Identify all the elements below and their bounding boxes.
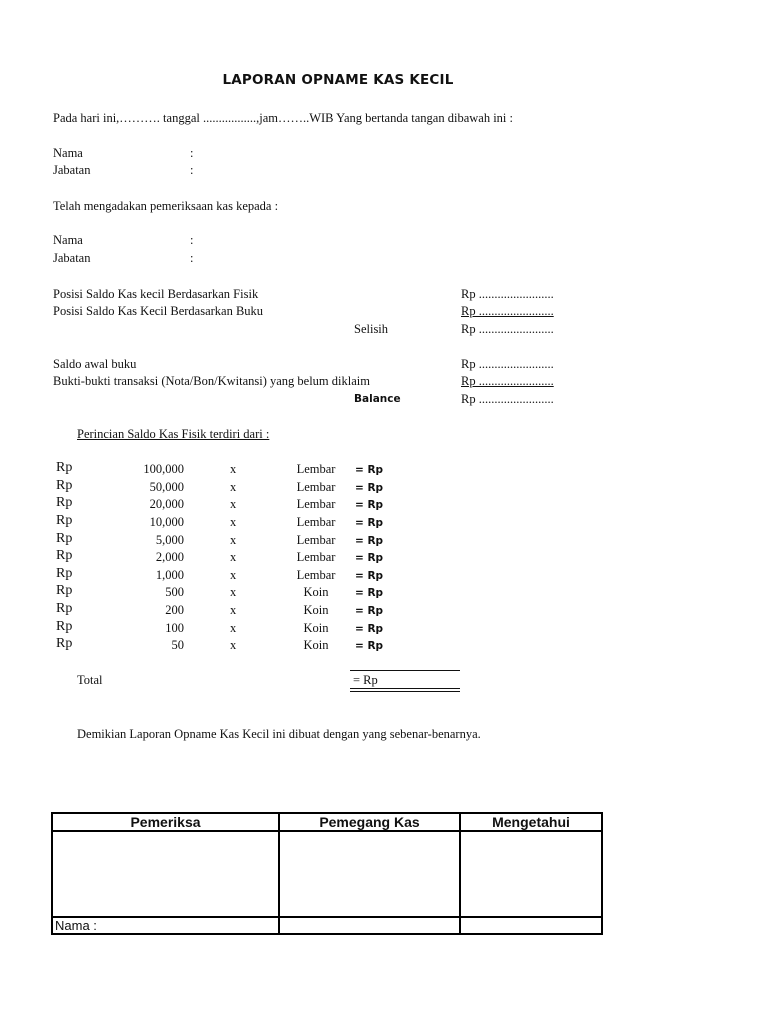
rincian-value: 50 (171, 638, 184, 652)
rincian-times: x (230, 462, 237, 476)
rincian-rp: Rp (56, 583, 73, 598)
rincian-unit: Koin (303, 638, 329, 652)
rincian-equals-rp: = Rp (355, 499, 384, 511)
rincian-unit: Koin (303, 585, 329, 599)
total-value: = Rp (353, 673, 378, 687)
rincian-rp: Rp (56, 619, 73, 634)
rincian-value: 20,000 (149, 497, 184, 511)
signature-header-pemegang-kas: Pemegang Kas (279, 813, 460, 831)
person2-nama-colon: : (190, 233, 194, 247)
rincian-equals-rp: = Rp (355, 482, 384, 494)
person1-nama-colon: : (190, 146, 194, 160)
signature-table (51, 812, 603, 935)
person2-jabatan-label: Jabatan (53, 251, 91, 265)
rincian-rp: Rp (56, 548, 73, 563)
rincian-unit: Lembar (296, 462, 336, 476)
saldo-awal-label: Saldo awal buku (53, 357, 137, 371)
rincian-equals-rp: = Rp (355, 464, 384, 476)
rincian-unit: Lembar (296, 568, 336, 582)
total-double-rule-2 (350, 691, 460, 692)
rincian-times: x (230, 515, 237, 529)
person1-jabatan-colon: : (190, 163, 194, 177)
signature-name-row (52, 917, 602, 934)
rincian-times: x (230, 568, 237, 582)
document-title: LAPORAN OPNAME KAS KECIL (222, 72, 454, 88)
rincian-value: 10,000 (149, 515, 184, 529)
rincian-times: x (230, 638, 237, 652)
rincian-value: 5,000 (155, 533, 184, 547)
rincian-rp: Rp (56, 566, 73, 581)
rincian-unit: Lembar (296, 480, 336, 494)
rincian-rp: Rp (56, 513, 73, 528)
signature-header-row (52, 813, 602, 831)
saldo-awal-rp: Rp ........................ (461, 357, 554, 371)
rincian-times: x (230, 533, 237, 547)
total-label: Total (77, 673, 103, 687)
signature-space-row (52, 831, 602, 917)
total-top-rule (350, 670, 460, 671)
saldo-buku-rp: Rp ........................ (461, 304, 554, 318)
selisih-rp: Rp ........................ (461, 322, 554, 336)
rincian-times: x (230, 603, 237, 617)
rincian-equals-rp: = Rp (355, 623, 384, 635)
rincian-times: x (230, 497, 237, 511)
rincian-value: 2,000 (155, 550, 184, 564)
balance-label: Balance (354, 393, 401, 405)
person2-jabatan-colon: : (190, 251, 194, 265)
bukti-rp: Rp ........................ (461, 374, 554, 388)
rincian-value: 500 (165, 585, 184, 599)
rincian-times: x (230, 480, 237, 494)
signature-space-pemegang-kas (279, 831, 460, 917)
rincian-times: x (230, 550, 237, 564)
rincian-unit: Lembar (296, 550, 336, 564)
rincian-unit: Lembar (296, 533, 336, 547)
rincian-equals-rp: = Rp (355, 517, 384, 529)
rincian-equals-rp: = Rp (355, 535, 384, 547)
rincian-unit: Koin (303, 603, 329, 617)
rincian-equals-rp: = Rp (355, 640, 384, 652)
balance-rp: Rp ........................ (461, 392, 554, 406)
rincian-rp: Rp (56, 478, 73, 493)
rincian-value: 50,000 (149, 480, 184, 494)
rincian-rp: Rp (56, 495, 73, 510)
rincian-rp: Rp (56, 601, 73, 616)
rincian-title: Perincian Saldo Kas Fisik terdiri dari : (77, 427, 270, 441)
rincian-equals-rp: = Rp (355, 552, 384, 564)
saldo-buku-label: Posisi Saldo Kas Kecil Berdasarkan Buku (53, 304, 264, 318)
person1-nama-label: Nama (53, 146, 83, 160)
person2-nama-label: Nama (53, 233, 83, 247)
selisih-label: Selisih (354, 322, 389, 336)
closing-text: Demikian Laporan Opname Kas Kecil ini dibuat dengan yang sebenar-benarnya. (77, 727, 481, 741)
rincian-value: 100,000 (143, 462, 184, 476)
signature-name-label: Nama : (52, 917, 279, 934)
signature-space-mengetahui (460, 831, 602, 917)
signature-name-pemegang-kas (279, 917, 460, 934)
rincian-unit: Lembar (296, 497, 336, 511)
person1-jabatan-label: Jabatan (53, 163, 91, 177)
intro-text: Pada hari ini,………. tanggal .................,jam……..WIB Yang bertanda tangan dibawah ini : (53, 111, 513, 125)
signature-name-mengetahui (460, 917, 602, 934)
rincian-unit: Lembar (296, 515, 336, 529)
saldo-fisik-label: Posisi Saldo Kas kecil Berdasarkan Fisik (53, 287, 259, 301)
signature-header-mengetahui: Mengetahui (460, 813, 602, 831)
rincian-rp: Rp (56, 636, 73, 651)
rincian-equals-rp: = Rp (355, 587, 384, 599)
signature-header-pemeriksa: Pemeriksa (52, 813, 279, 831)
rincian-equals-rp: = Rp (355, 570, 384, 582)
rincian-equals-rp: = Rp (355, 605, 384, 617)
rincian-value: 100 (165, 621, 184, 635)
total-double-rule-1 (350, 688, 460, 689)
rincian-rp: Rp (56, 460, 73, 475)
rincian-rp: Rp (56, 531, 73, 546)
saldo-fisik-rp: Rp ........................ (461, 287, 554, 301)
signature-space-pemeriksa (52, 831, 279, 917)
bukti-label: Bukti-bukti transaksi (Nota/Bon/Kwitansi) yang belum diklaim (53, 374, 370, 388)
rincian-times: x (230, 621, 237, 635)
checked-intro-text: Telah mengadakan pemeriksaan kas kepada : (53, 199, 279, 213)
rincian-value: 200 (165, 603, 184, 617)
rincian-value: 1,000 (155, 568, 184, 582)
rincian-times: x (230, 585, 237, 599)
rincian-unit: Koin (303, 621, 329, 635)
